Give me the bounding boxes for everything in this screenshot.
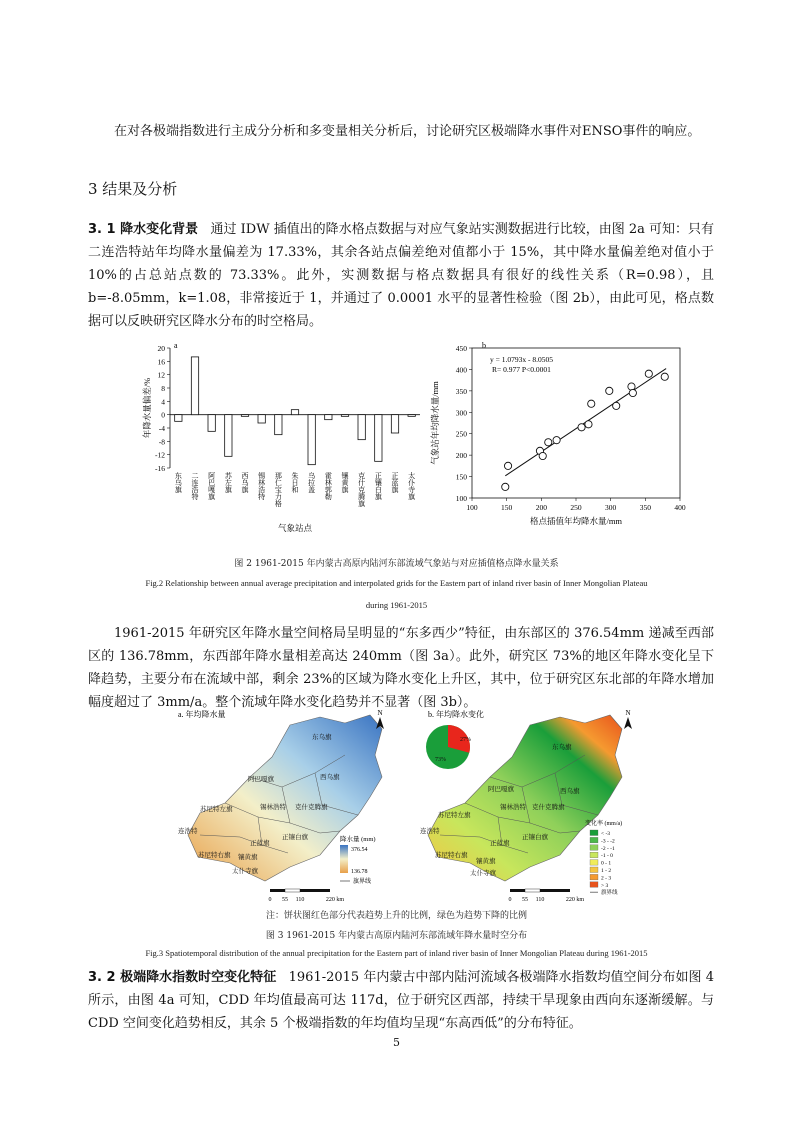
- section-3-heading: 3 结果及分析: [88, 180, 178, 198]
- map-a-legend-title: 降水量 (mm): [340, 836, 376, 843]
- bar: [358, 415, 365, 440]
- y-tick-label: 400: [455, 365, 467, 375]
- data-point: [628, 383, 635, 390]
- fit-statistics: R= 0.977 P<0.0001: [492, 365, 551, 374]
- legend-label: 1 - 2: [601, 868, 612, 874]
- x-tick-label: 克什克腾旗: [357, 472, 366, 507]
- figure-3-caption-en: Fig.3 Spatiotemporal distribution of the annual precipitation for the Eastern part of inland river basin of Inner Mongolian Plateau during 1961-2015: [145, 948, 648, 958]
- panel-label: b: [482, 341, 486, 350]
- x-tick-label: 苏左旗: [224, 472, 233, 493]
- data-point: [545, 439, 552, 446]
- legend-label: 旗界线: [601, 890, 618, 897]
- map-b-place: 太仆寺旗: [470, 870, 496, 877]
- svg-text:73%: 73%: [435, 757, 446, 763]
- svg-text:220 km: 220 km: [565, 897, 585, 903]
- data-point: [539, 452, 546, 459]
- y-tick-label: 0: [161, 410, 165, 420]
- x-tick-label: 250: [570, 503, 582, 512]
- map-b-legend: [585, 819, 622, 896]
- x-axis-label: 气象站点: [277, 523, 313, 533]
- svg-text:N: N: [625, 709, 631, 717]
- y-tick-label: -8: [158, 437, 165, 447]
- map-b-place: 苏尼特左旗: [438, 812, 471, 819]
- section-3-1-body: 通过 IDW 插值出的降水格点数据与对应气象站实测数据进行比较，由图 2a 可知：只有二连浩特站年均降水量偏差为 17.33%，其余各站点偏差绝对值都小于 15%，其中降水量偏差绝对值小于 10%的占总站点数的 73.33%。此外，实测数据与格点数据具有很好的线性关系（R=0.98），且 b=-8.05mm，k=1.08，非常接近于 1，并通过了 0.0001 水平的显著性检验（图 2b），由此可见，格点数据可以反映研究区降水分布的时空格局。: [88, 222, 714, 329]
- map-b-place: 锡林浩特: [500, 804, 526, 811]
- y-tick-label: -12: [155, 450, 165, 460]
- legend-swatch: [590, 882, 598, 888]
- y-axis-label: 年降水量偏差/%: [142, 377, 152, 439]
- svg-text:220 km: 220 km: [325, 897, 345, 903]
- y-tick-label: -16: [155, 464, 165, 473]
- bar: [308, 415, 315, 465]
- bar: [375, 415, 382, 462]
- figure-2-caption-en-line2: during 1961-2015: [365, 600, 428, 610]
- legend-label: < -3: [601, 831, 611, 837]
- y-tick-label: -4: [158, 424, 165, 433]
- map-b-place: 阿巴嘎旗: [488, 786, 514, 793]
- x-tick-label: 正镶白旗: [374, 472, 383, 500]
- bar: [391, 415, 398, 433]
- x-tick-label: 400: [674, 503, 686, 512]
- svg-text:N: N: [377, 709, 383, 717]
- data-point: [613, 402, 620, 409]
- map-b-label: b. 年均降水变化: [428, 710, 484, 719]
- bar: [258, 415, 265, 423]
- y-tick-label: 20: [157, 344, 165, 353]
- section-3-2-title: 3. 2 极端降水指数时空变化特征: [88, 970, 277, 985]
- map-a-place: 连浩特: [178, 828, 198, 835]
- bar: [325, 415, 332, 420]
- y-tick-label: 16: [157, 357, 165, 367]
- svg-text:110: 110: [535, 897, 545, 903]
- section-3-1-paragraph: [88, 218, 714, 333]
- figure-2a-bar-chart: [140, 338, 430, 538]
- figure-2-caption-cn: 图 2 1961-2015 年内蒙古高原内陆河东部流域气象站与对应插值格点降水量关系: [234, 559, 559, 569]
- x-tick-label: 200: [535, 503, 547, 512]
- figure-3-maps: [170, 705, 640, 905]
- map-a-legend: [340, 834, 376, 885]
- figure-2b-scatter-chart: [428, 338, 688, 538]
- data-point: [629, 389, 636, 396]
- map-a-place: 东乌旗: [312, 734, 332, 741]
- map-a-place: 阿巴嘎旗: [248, 776, 274, 783]
- map-b-place: 东乌旗: [552, 744, 572, 751]
- legend-swatch: [590, 852, 598, 858]
- legend-label: -2 - -1: [601, 845, 615, 852]
- bar: [191, 357, 198, 415]
- x-axis-label: 格点插值年均降水量/mm: [529, 516, 623, 526]
- data-point: [585, 421, 592, 428]
- data-point: [661, 373, 668, 380]
- x-tick-label: 霍林郭勒: [324, 472, 333, 500]
- map-a-label: a. 年均降水量: [178, 710, 226, 719]
- x-tick-label: 太仆寺旗: [407, 472, 416, 500]
- bar: [408, 415, 415, 417]
- fit-equation: y = 1.0793x - 8.0505: [490, 355, 553, 364]
- data-point: [578, 424, 585, 431]
- data-point: [606, 387, 613, 394]
- bar: [225, 415, 232, 457]
- legend-swatch: [590, 860, 598, 866]
- legend-swatch: [590, 837, 598, 843]
- map-a-place: 镶黄旗: [238, 854, 258, 861]
- x-tick-label: 西乌旗: [241, 472, 249, 493]
- x-tick-label: 那仁宝力格: [274, 472, 283, 507]
- legend-label: > 3: [601, 882, 609, 889]
- y-tick-label: 12: [157, 370, 165, 380]
- figure-3-caption-cn: 图 3 1961-2015 年内蒙古高原内陆河东部流域年降水量时空分布: [265, 931, 528, 941]
- map-b-pie: [426, 725, 471, 769]
- y-tick-label: 8: [161, 384, 165, 393]
- data-point: [645, 370, 652, 377]
- y-tick-label: 200: [455, 451, 467, 461]
- y-tick-label: 300: [455, 408, 467, 418]
- section-3-2-paragraph: [88, 966, 714, 1035]
- svg-text:55: 55: [282, 897, 288, 903]
- map-b-place: 连浩特: [420, 828, 440, 835]
- x-tick-label: 东乌旗: [174, 472, 183, 493]
- data-point: [504, 462, 511, 469]
- y-tick-label: 150: [455, 472, 467, 482]
- legend-swatch: [590, 845, 598, 851]
- map-b-legend-title: 变化率 (mm/a): [585, 821, 623, 827]
- intro-paragraph: 在对各极端指数进行主成分分析和多变量相关分析后，讨论研究区极端降水事件对ENSO事件的响应。: [114, 124, 701, 139]
- y-tick-label: 450: [455, 344, 467, 353]
- legend-label: 0 - 1: [601, 860, 612, 867]
- x-tick-label: 300: [605, 503, 617, 512]
- bar: [175, 415, 182, 422]
- spatial-paragraph: 1961-2015 年研究区年降水量空间格局呈明显的“东多西少”特征，由东部区的 376.54mm 递减至西部区的 136.78mm，东西部年降水量相差高达 240mm（图 3a）。此外，研究区 73%的地区年降水变化呈下降趋势，主要分布在流域中部，剩余 23%的区域为降水变化上升区，其中，位于研究区东北部的年降水增加幅度超过了 3mm/a。整个流域年降水变化趋势并不显著（图 3b）。: [88, 626, 714, 710]
- map-b-place: 苏尼特右旗: [435, 852, 468, 859]
- bar: [208, 415, 215, 432]
- legend-label: 2 - 3: [601, 875, 612, 882]
- svg-text:0: 0: [268, 897, 272, 903]
- map-b-place: 镶黄旗: [476, 858, 496, 865]
- map-a-legend-max: 376.54: [351, 847, 368, 853]
- y-tick-label: 350: [455, 386, 467, 396]
- data-point: [553, 437, 560, 444]
- map-a-place: 克什克腾旗: [295, 804, 328, 811]
- svg-text:55: 55: [522, 897, 528, 903]
- map-a-legend-ramp: [340, 845, 348, 873]
- y-tick-label: 100: [455, 494, 467, 503]
- svg-text:27%: 27%: [460, 737, 471, 743]
- map-b-place: 克什克腾旗: [532, 804, 565, 811]
- map-a-scale-bar: [269, 889, 345, 903]
- map-a-place: 苏尼特右旗: [198, 852, 231, 859]
- legend-label: -3 - -2: [601, 838, 615, 845]
- legend-swatch: [590, 874, 598, 880]
- map-a-legend-min: 136.78: [351, 869, 368, 875]
- bar: [241, 415, 248, 417]
- legend-swatch: [590, 867, 598, 873]
- x-tick-label: 锡林浩特: [257, 472, 266, 500]
- bar: [275, 415, 282, 435]
- y-axis-label: 气象站年均降水量/mm: [430, 381, 440, 465]
- map-b-place: 西乌旗: [560, 788, 580, 795]
- x-tick-label: 150: [501, 503, 513, 512]
- legend-label: -1 - 0: [601, 853, 613, 860]
- svg-text:110: 110: [295, 897, 305, 903]
- x-tick-label: 350: [639, 503, 651, 512]
- data-point: [588, 400, 595, 407]
- svg-text:0: 0: [508, 897, 512, 903]
- map-b-place: 正镶白旗: [522, 834, 548, 841]
- map-a-place: 西乌旗: [320, 774, 340, 781]
- legend-swatch: [590, 830, 598, 836]
- section-3-2-body: 1961-2015 年内蒙古中部内陆河流域各极端降水指数均值空间分布如图 4 所示，由图 4a 可知，CDD 年均值最高可达 117d，位于研究区西部，持续干旱现象由西向东逐渐缓解。与 CDD 空间变化趋势相反，其余 5 个极端指数的年均值均呈现“东高西低”的分布特征。: [88, 970, 714, 1031]
- map-a-legend-line: 旗界线: [353, 879, 372, 885]
- map-a-place: 锡林浩特: [260, 804, 286, 811]
- map-a-place: 正蓝旗: [250, 840, 270, 847]
- map-a-north-arrow: [376, 709, 384, 729]
- x-tick-label: 100: [466, 503, 478, 512]
- bar: [341, 415, 348, 417]
- bar: [291, 410, 298, 415]
- x-tick-label: 乌拉盖: [307, 472, 316, 493]
- x-tick-label: 阿巴嘎旗: [207, 472, 216, 500]
- x-tick-label: 镶黄旗: [341, 472, 349, 493]
- figure-3-note: 注：饼状图红色部分代表趋势上升的比例，绿色为趋势下降的比例: [265, 911, 527, 921]
- x-tick-label: 正蓝旗: [391, 472, 399, 493]
- map-b-scale-bar: [509, 889, 585, 903]
- x-tick-label: 二连浩特: [191, 472, 199, 500]
- map-b-place: 正蓝旗: [490, 840, 510, 847]
- y-tick-label: 4: [161, 397, 165, 407]
- page-number: 5: [393, 1036, 400, 1049]
- x-tick-label: 朱日和: [291, 472, 299, 493]
- data-point: [502, 483, 509, 490]
- map-a-place: 正镶白旗: [282, 834, 308, 841]
- map-a-place: 太仆寺旗: [232, 868, 258, 875]
- section-3-1-title: 3. 1 降水变化背景: [88, 222, 199, 237]
- map-b-north-arrow: [624, 709, 632, 729]
- y-tick-label: 250: [455, 429, 467, 439]
- figure-2-caption-en: Fig.2 Relationship between annual average precipitation and interpolated grids for the Eastern part of inland river basin of Inner Mongolian Plateau: [145, 578, 648, 588]
- map-a-place: 苏尼特左旗: [200, 806, 233, 813]
- panel-label: a: [174, 341, 178, 350]
